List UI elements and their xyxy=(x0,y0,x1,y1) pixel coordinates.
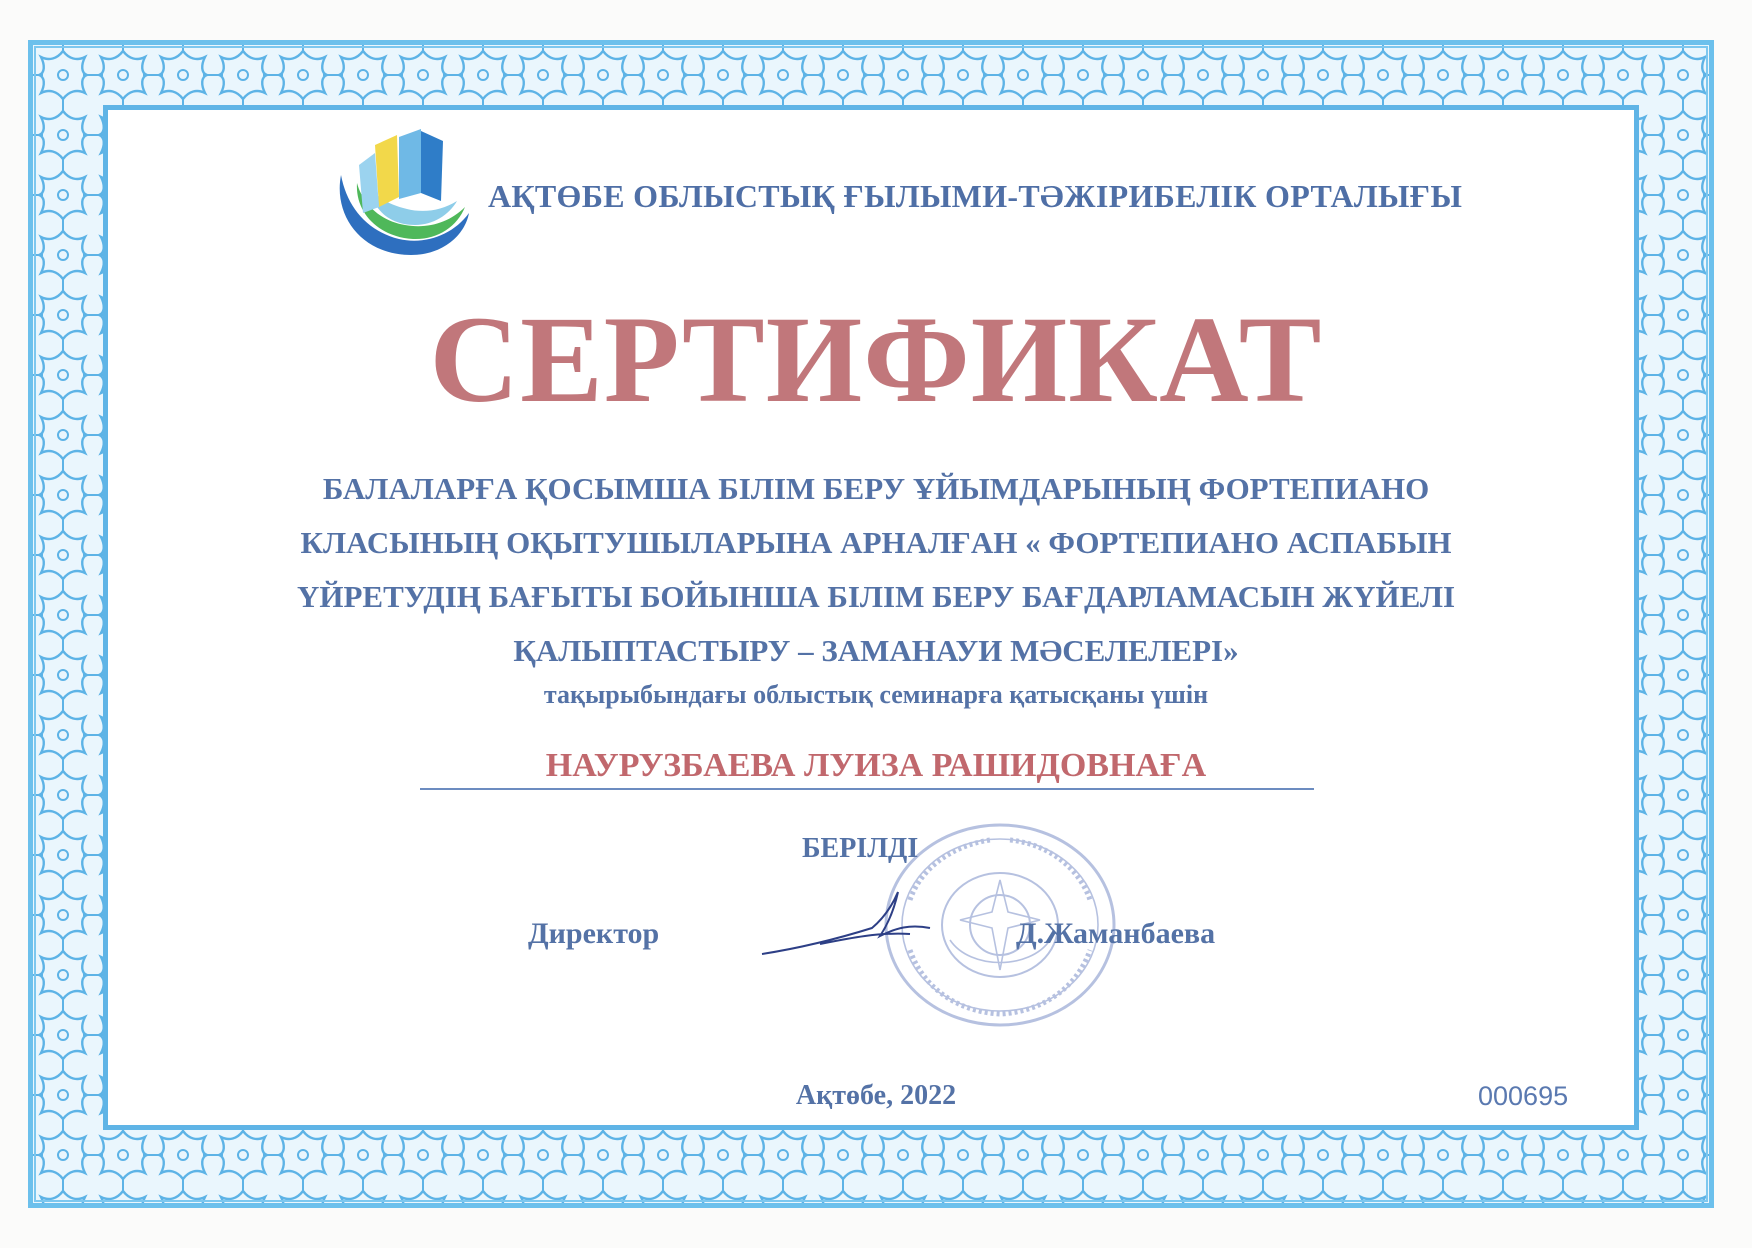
director-name: Д.Жаманбаева xyxy=(1016,917,1216,950)
certificate-title: СЕРТИФИКАТ xyxy=(429,291,1323,428)
topic-line: КЛАСЫНЫҢ ОҚЫТУШЫЛАРЫНА АРНАЛҒАН « ФОРТЕПИАНО АСПАБЫН xyxy=(300,525,1452,560)
seminar-subtitle: тақырыбындағы облыстық семинарға қатысқаны үшін xyxy=(543,680,1209,709)
director-label: Директор xyxy=(528,917,660,950)
seminar-topic xyxy=(190,462,1562,678)
topic-line: ҚАЛЫПТАСТЫРУ – ЗАМАНАУИ МӘСЕЛЕЛЕРІ» xyxy=(513,633,1239,668)
issued-label: БЕРІЛДІ xyxy=(802,833,919,864)
recipient-name: НАУРУЗБАЕВА ЛУИЗА РАШИДОВНАҒА xyxy=(545,747,1207,784)
recipient-underline xyxy=(420,788,1314,790)
topic-line: БАЛАЛАРҒА ҚОСЫМША БІЛІМ БЕРУ ҰЙЫМДАРЫНЫҢ ФОРТЕПИАНО xyxy=(322,471,1430,506)
organization-name: АҚТӨБЕ ОБЛЫСТЫҚ ҒЫЛЫМИ-ТӘЖІРИБЕЛІК ОРТАЛЫҒЫ xyxy=(488,178,1463,214)
director-signature xyxy=(760,888,940,958)
serial-number: 000695 xyxy=(1478,1081,1569,1111)
organization-logo xyxy=(333,127,473,259)
topic-line: ҮЙРЕТУДІҢ БАҒЫТЫ БОЙЫНША БІЛІМ БЕРУ БАҒДАРЛАМАСЫН ЖҮЙЕЛІ xyxy=(296,579,1456,614)
place-and-date: Ақтөбе, 2022 xyxy=(795,1080,957,1111)
